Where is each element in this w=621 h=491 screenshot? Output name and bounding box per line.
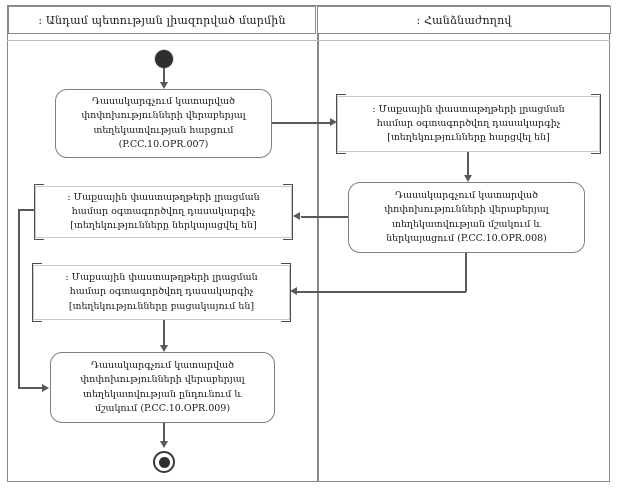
object-node-missing-label: : Մաքսային փաստաթղթերի լրացման համար օգտագործվող դասակարգիչ [տեղեկությունները բացակայում են] bbox=[65, 272, 258, 312]
edge-submitted-to-opr009-hline-top bbox=[18, 209, 35, 211]
activity-node-opr007-label: Դասակարգչում կատարված փոփոխությունների վերաբերյալ տեղեկատվության հարցում (P.CC.10.OPR.007) bbox=[81, 96, 246, 150]
object-bracket-right-icon bbox=[591, 94, 601, 154]
object-node-requested bbox=[337, 96, 600, 152]
edge-requested-to-opr008-arrowhead bbox=[464, 175, 472, 182]
edge-opr009-to-final-arrowhead bbox=[160, 441, 168, 448]
final-node bbox=[153, 451, 175, 473]
final-node-core bbox=[159, 457, 170, 468]
object-bracket-left-icon bbox=[336, 94, 346, 154]
edge-missing-to-opr009-arrowhead bbox=[160, 345, 168, 352]
edge-start-to-opr007-line bbox=[163, 68, 165, 83]
initial-node bbox=[155, 50, 173, 68]
edge-submitted-to-opr009-vline bbox=[18, 209, 20, 388]
edge-start-to-opr007-arrowhead bbox=[160, 82, 168, 89]
activity-node-opr007 bbox=[55, 89, 272, 158]
object-node-missing bbox=[33, 265, 290, 320]
edge-missing-to-opr009-line bbox=[163, 320, 165, 346]
activity-node-opr009-label: Դասակարգչում կատարված փոփոխությունների վերաբերյալ տեղեկատվության ընդունում և մշակում (P.CC.10.OPR.009) bbox=[80, 360, 245, 414]
lane-header-commission bbox=[317, 6, 611, 34]
lane-header-commission-label: : Հանձնաժողով bbox=[416, 13, 512, 27]
edge-opr007-to-requested-line bbox=[272, 122, 331, 124]
lane-header-member-state bbox=[8, 6, 316, 34]
header-shadow-line bbox=[7, 40, 610, 41]
edge-opr008-to-missing-arrowhead bbox=[290, 287, 297, 295]
object-node-submitted-label: : Մաքսային փաստաթղթերի լրացման համար օգտագործվող դասակարգիչ [տեղեկությունները ներկայացվել են] bbox=[67, 191, 260, 232]
edge-opr009-to-final-line bbox=[163, 423, 165, 442]
edge-requested-to-opr008-line bbox=[467, 152, 469, 176]
object-bracket-left-icon bbox=[32, 263, 42, 322]
object-node-requested-label: : Մաքսային փաստաթղթերի լրացման համար օգտագործվող դասակարգիչ [տեղեկությունները հարցվել են] bbox=[372, 103, 565, 144]
edge-submitted-to-opr009-hline-bottom bbox=[18, 387, 43, 389]
object-bracket-left-icon bbox=[34, 184, 44, 240]
edge-opr008-to-submitted-arrowhead bbox=[293, 212, 300, 220]
edge-opr008-to-missing-vline bbox=[465, 253, 467, 292]
object-bracket-right-icon bbox=[281, 263, 291, 322]
object-node-submitted bbox=[35, 186, 292, 238]
object-bracket-right-icon bbox=[283, 184, 293, 240]
activity-node-opr009 bbox=[50, 352, 275, 423]
lane-header-member-state-label: : Անդամ պետության լիազորված մարմին bbox=[38, 13, 286, 27]
edge-opr008-to-missing-hline bbox=[297, 291, 466, 293]
activity-node-opr008 bbox=[348, 182, 585, 253]
edge-opr008-to-submitted-line bbox=[301, 216, 348, 218]
lane-divider bbox=[317, 5, 319, 482]
edge-submitted-to-opr009-arrowhead bbox=[42, 384, 49, 392]
activity-node-opr008-label: Դասակարգչում կատարված փոփոխությունների վերաբերյալ տեղեկատվության մշակում և ներկայացում (P.CC.10.OPR.008) bbox=[384, 190, 549, 244]
